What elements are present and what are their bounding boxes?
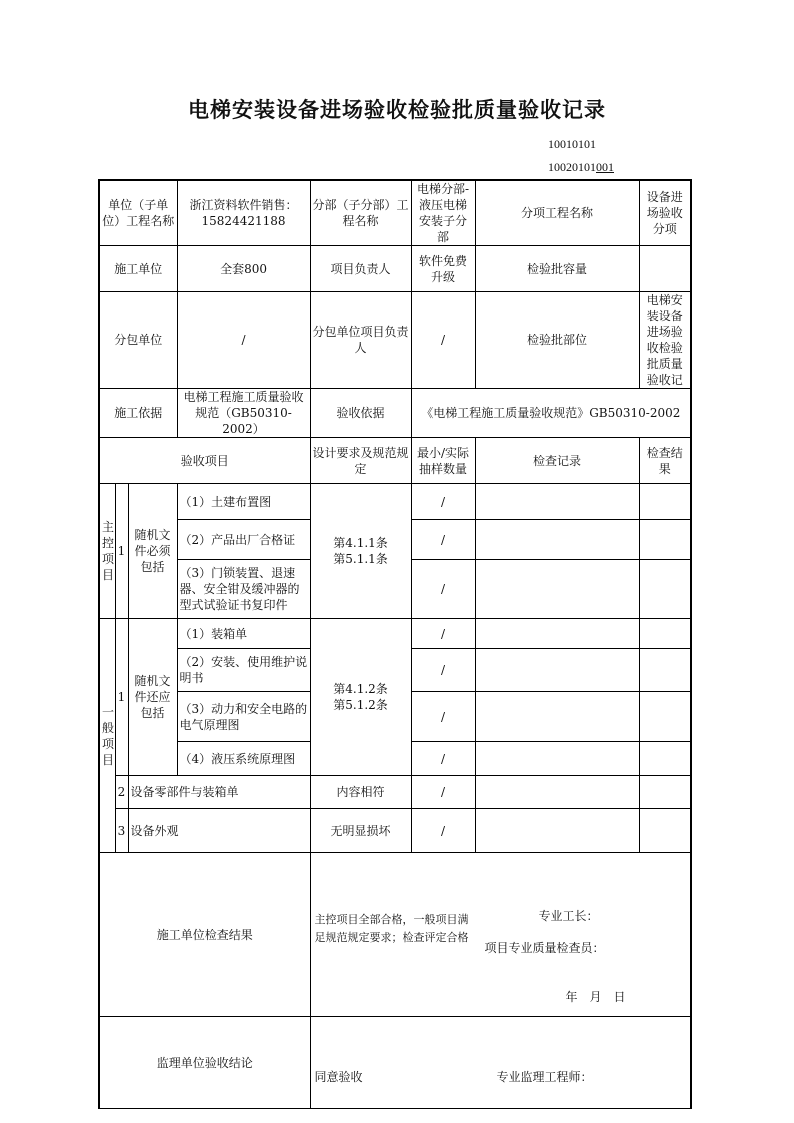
- subitem-value: 设备进场验收分项: [639, 180, 691, 246]
- acceptance-form: [98, 179, 692, 1109]
- location-value: 电梯安装设备进场验收检验批质量验收记: [639, 292, 691, 389]
- supervisor-engineer-label: 专业监理工程师：: [496, 1070, 593, 1084]
- general-record-4: [475, 742, 639, 776]
- unit-label: 单位（子单位）工程名称: [99, 180, 177, 246]
- unit-value: 浙江资料软件销售：15824421188: [177, 180, 310, 246]
- general-result-1: [639, 619, 691, 649]
- col-item-header: 验收项目: [99, 438, 310, 484]
- general-item-3: （3）动力和安全电路的电气原理图: [177, 692, 310, 742]
- division-value: 电梯分部-液压电梯安装子分部: [411, 180, 475, 246]
- contractor-result-text: 主控项目全部合格，一般项目满足规范规定要求；检查评定合格: [314, 913, 469, 944]
- col-sample-header: 最小/实际抽样数量: [411, 438, 475, 484]
- main-num: 1: [115, 484, 128, 619]
- general-item-2: （2）安装、使用维护说明书: [177, 649, 310, 692]
- doc-code-2: [548, 160, 620, 175]
- doc-code-2-prefix: 10020101: [548, 160, 596, 174]
- general-result-3: [639, 692, 691, 742]
- division-label: 分部（子分部）工程名称: [310, 180, 411, 246]
- sub-pm-label: 分包单位项目负责人: [310, 292, 411, 389]
- col-record-header: 检查记录: [475, 438, 639, 484]
- general-item-4: （4）液压系统原理图: [177, 742, 310, 776]
- general-result-2: [639, 649, 691, 692]
- page-title: 电梯安装设备进场验收检验批质量验收记录: [188, 97, 606, 122]
- sub-value: /: [177, 292, 310, 389]
- general-sample-1: /: [411, 619, 475, 649]
- general-record-1: [475, 619, 639, 649]
- main-spec: 第4.1.1条 第5.1.1条: [310, 484, 411, 619]
- contractor-value: 全套800: [177, 246, 310, 292]
- general-item-appearance-sample: /: [411, 809, 475, 853]
- general-item-appearance-result: [639, 809, 691, 853]
- main-result-2: [639, 520, 691, 560]
- contractor-result-label: 施工单位检查结果: [99, 853, 310, 1017]
- inspector-label: 项目专业质量检查员：: [484, 941, 605, 955]
- general-record-3: [475, 692, 639, 742]
- general-label: 一般项目: [99, 619, 115, 853]
- capacity-value: [639, 246, 691, 292]
- accept-basis-label: 验收依据: [310, 389, 411, 438]
- main-sample-2: /: [411, 520, 475, 560]
- main-sample-1: /: [411, 484, 475, 520]
- supervisor-result-label: 监理单位验收结论: [99, 1017, 310, 1109]
- main-group-label: 随机文件必须包括: [128, 484, 177, 619]
- general-item-parts-record: [475, 776, 639, 809]
- basis-label: 施工依据: [99, 389, 177, 438]
- general-item-appearance-spec: 无明显损坏: [310, 809, 411, 853]
- general-group-label: 随机文件还应包括: [128, 619, 177, 776]
- general-sample-2: /: [411, 649, 475, 692]
- main-record-3: [475, 560, 639, 619]
- general-sample-4: /: [411, 742, 475, 776]
- sub-pm-value: /: [411, 292, 475, 389]
- pm-label: 项目负责人: [310, 246, 411, 292]
- general-item-1: （1）装箱单: [177, 619, 310, 649]
- supervisor-result-text: 同意验收: [314, 1070, 363, 1084]
- general-item-appearance-record: [475, 809, 639, 853]
- main-record-1: [475, 484, 639, 520]
- general-record-2: [475, 649, 639, 692]
- doc-code-1: 10010101: [548, 137, 596, 151]
- capacity-label: 检验批容量: [475, 246, 639, 292]
- general-num-2: 2: [115, 776, 128, 809]
- main-item-2: （2）产品出厂合格证: [177, 520, 310, 560]
- general-num-1: 1: [115, 619, 128, 776]
- main-sample-3: /: [411, 560, 475, 619]
- general-item-parts-result: [639, 776, 691, 809]
- col-result-header: 检查结果: [639, 438, 691, 484]
- location-label: 检验批部位: [475, 292, 639, 389]
- contractor-date: 年 月 日: [565, 990, 626, 1004]
- basis-value: 电梯工程施工质量验收规范（GB50310-2002）: [177, 389, 310, 438]
- general-spec: 第4.1.2条 第5.1.2条: [310, 619, 411, 776]
- doc-code-2-suffix: 001: [596, 160, 614, 174]
- sub-label: 分包单位: [99, 292, 177, 389]
- general-num-3: 3: [115, 809, 128, 853]
- main-item-3: （3）门锁装置、退速器、安全钳及缓冲器的型式试验证书复印件: [177, 560, 310, 619]
- general-sample-3: /: [411, 692, 475, 742]
- general-item-parts: 设备零部件与装箱单: [128, 776, 310, 809]
- general-item-appearance: 设备外观: [128, 809, 310, 853]
- main-record-2: [475, 520, 639, 560]
- foreman-label: 专业工长：: [538, 909, 599, 923]
- general-item-parts-spec: 内容相符: [310, 776, 411, 809]
- pm-value: 软件免费升级: [411, 246, 475, 292]
- supervisor-result-cell: [310, 1017, 691, 1109]
- general-result-4: [639, 742, 691, 776]
- contractor-result-cell: [310, 853, 691, 1017]
- contractor-label: 施工单位: [99, 246, 177, 292]
- subitem-label: 分项工程名称: [475, 180, 639, 246]
- accept-basis-value: 《电梯工程施工质量验收规范》GB50310-2002: [411, 389, 691, 438]
- main-result-3: [639, 560, 691, 619]
- main-result-1: [639, 484, 691, 520]
- main-control-label: 主控项目: [99, 484, 115, 619]
- general-item-parts-sample: /: [411, 776, 475, 809]
- col-design-header: 设计要求及规范规定: [310, 438, 411, 484]
- main-item-1: （1）土建布置图: [177, 484, 310, 520]
